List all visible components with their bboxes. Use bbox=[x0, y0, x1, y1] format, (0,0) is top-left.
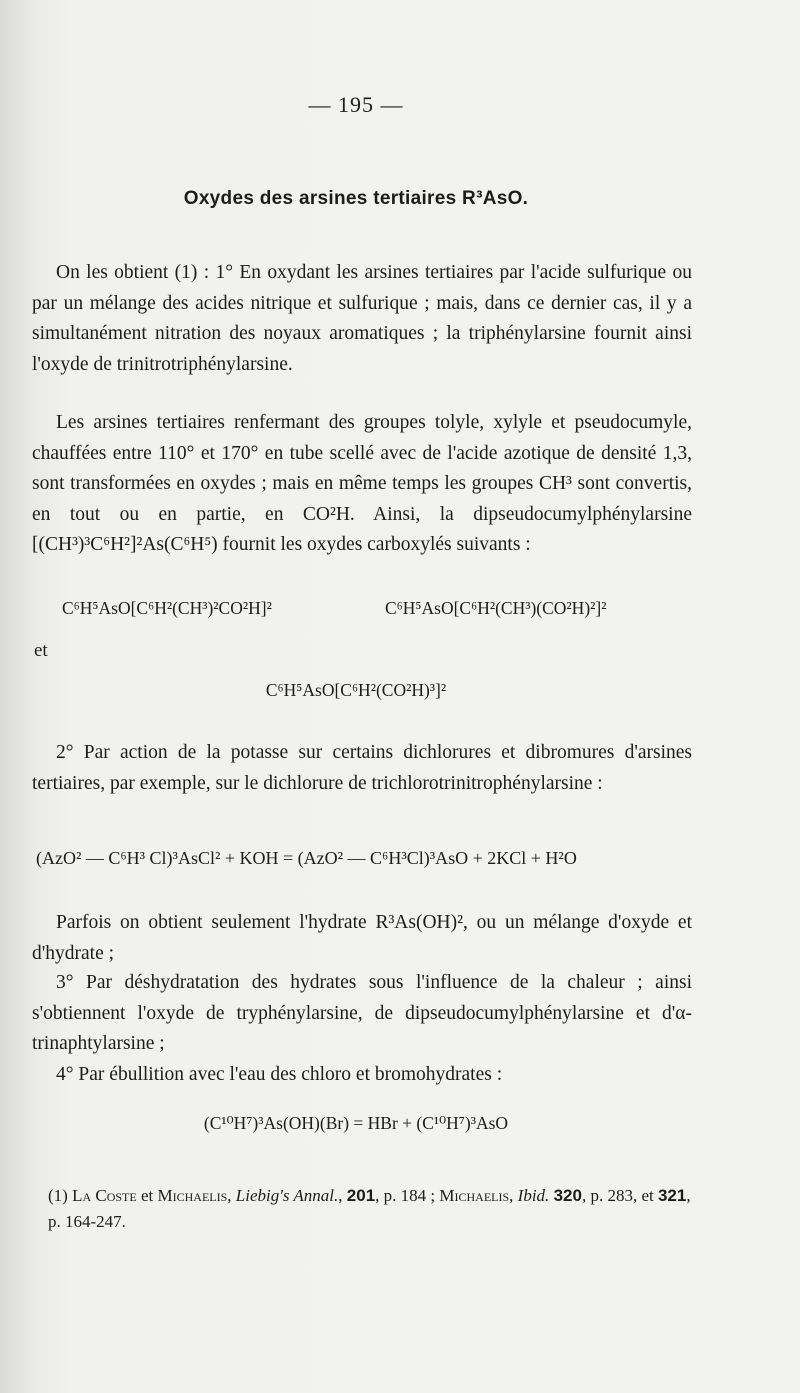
footnote-journal: Liebig's Annal. bbox=[235, 1186, 339, 1205]
formula-dicarboxy: C⁶H⁵AsO[C⁶H²(CH³)²CO²H]² bbox=[62, 598, 272, 618]
footnote-marker: (1) bbox=[48, 1186, 68, 1205]
section-heading: Oxydes des arsines tertiaires R³AsO. bbox=[183, 188, 529, 209]
footnote-volume: 320 bbox=[553, 1186, 582, 1205]
paragraph-method-3: 3° Par déshydratation des hydrates sous l'influence de la chaleur ; ainsi s'obtiennent l'oxyde de tryphénylarsine, de dipseudocumylphénylarsine et d'α-trinaphtylarsine ; bbox=[32, 972, 692, 1054]
footnote-author: Michaelis bbox=[439, 1186, 510, 1205]
footnote-author: La Coste bbox=[72, 1186, 137, 1205]
footnote-author: Michaelis bbox=[157, 1186, 228, 1205]
footnote-conjunction: et bbox=[140, 1186, 154, 1205]
footnote-page: , p. 164-247. bbox=[48, 1186, 691, 1231]
footnote-ibid: Ibid. bbox=[517, 1186, 550, 1205]
formula-hexacarboxy: C⁶H⁵AsO[C⁶H²(CO²H)³]² bbox=[265, 680, 447, 700]
reaction-equation-potash: (AzO² — C⁶H³ Cl)³AsCl² + KOH = (AzO² — C⁶H³Cl)³AsO + 2KCl + H²O bbox=[36, 848, 577, 868]
footnote: (1) La Coste et Michaelis, Liebig's Annal., 201, p. 184 ; Michaelis, Ibid. 320, p. 283, et 321, p. 164-247. bbox=[48, 1186, 691, 1231]
formula-tetracarboxy: C⁶H⁵AsO[C⁶H²(CH³)(CO²H)²]² bbox=[385, 598, 607, 618]
paragraph-method-2: 2° Par action de la potasse sur certains dichlorures et dibromures d'arsines tertiaires, par exemple, sur le dichlorure de trichlorotrinitrophénylarsine : bbox=[32, 742, 692, 794]
reaction-equation-hydrobromide: (C¹⁰H⁷)³As(OH)(Br) = HBr + (C¹⁰H⁷)³AsO bbox=[203, 1113, 509, 1133]
conjunction-et: et bbox=[34, 640, 48, 661]
footnote-volume: 201 bbox=[346, 1186, 376, 1205]
footnote-page: , p. 283, et bbox=[581, 1186, 654, 1205]
paragraph-method-1: On les obtient (1) : 1° En oxydant les arsines tertiaires par l'acide sulfurique ou par un mélange des acides nitrique et sulfurique ; mais, dans ce dernier cas, il y a simultanément nitration des noyaux aromatiques ; la triphénylarsine fournit ainsi l'oxyde de trinitrotriphénylarsine. bbox=[32, 262, 692, 375]
footnote-volume: 321 bbox=[657, 1186, 687, 1205]
footnote-page: , p. 184 ; bbox=[375, 1186, 436, 1205]
paragraph-carboxylation: Les arsines tertiaires renfermant des groupes tolyle, xylyle et pseudocumyle, chauffées entre 110° et 170° en tube scellé avec de l'acide azotique de densité 1,3, sont transformées en oxydes ; mais en même temps les groupes CH³ sont convertis, en tout ou en partie, en CO²H. Ainsi, la dipseudocumylphénylarsine [(CH³)³C⁶H²]²As(C⁶H⁵) fournit les oxydes carboxylés suivants : bbox=[32, 412, 692, 555]
page-number: — 195 — bbox=[308, 92, 404, 117]
paragraph-hydrate: Parfois on obtient seulement l'hydrate R³As(OH)², ou un mélange d'oxyde et d'hydrate ; bbox=[32, 912, 692, 964]
paragraph-method-4: 4° Par ébullition avec l'eau des chloro et bromohydrates : bbox=[56, 1064, 503, 1085]
